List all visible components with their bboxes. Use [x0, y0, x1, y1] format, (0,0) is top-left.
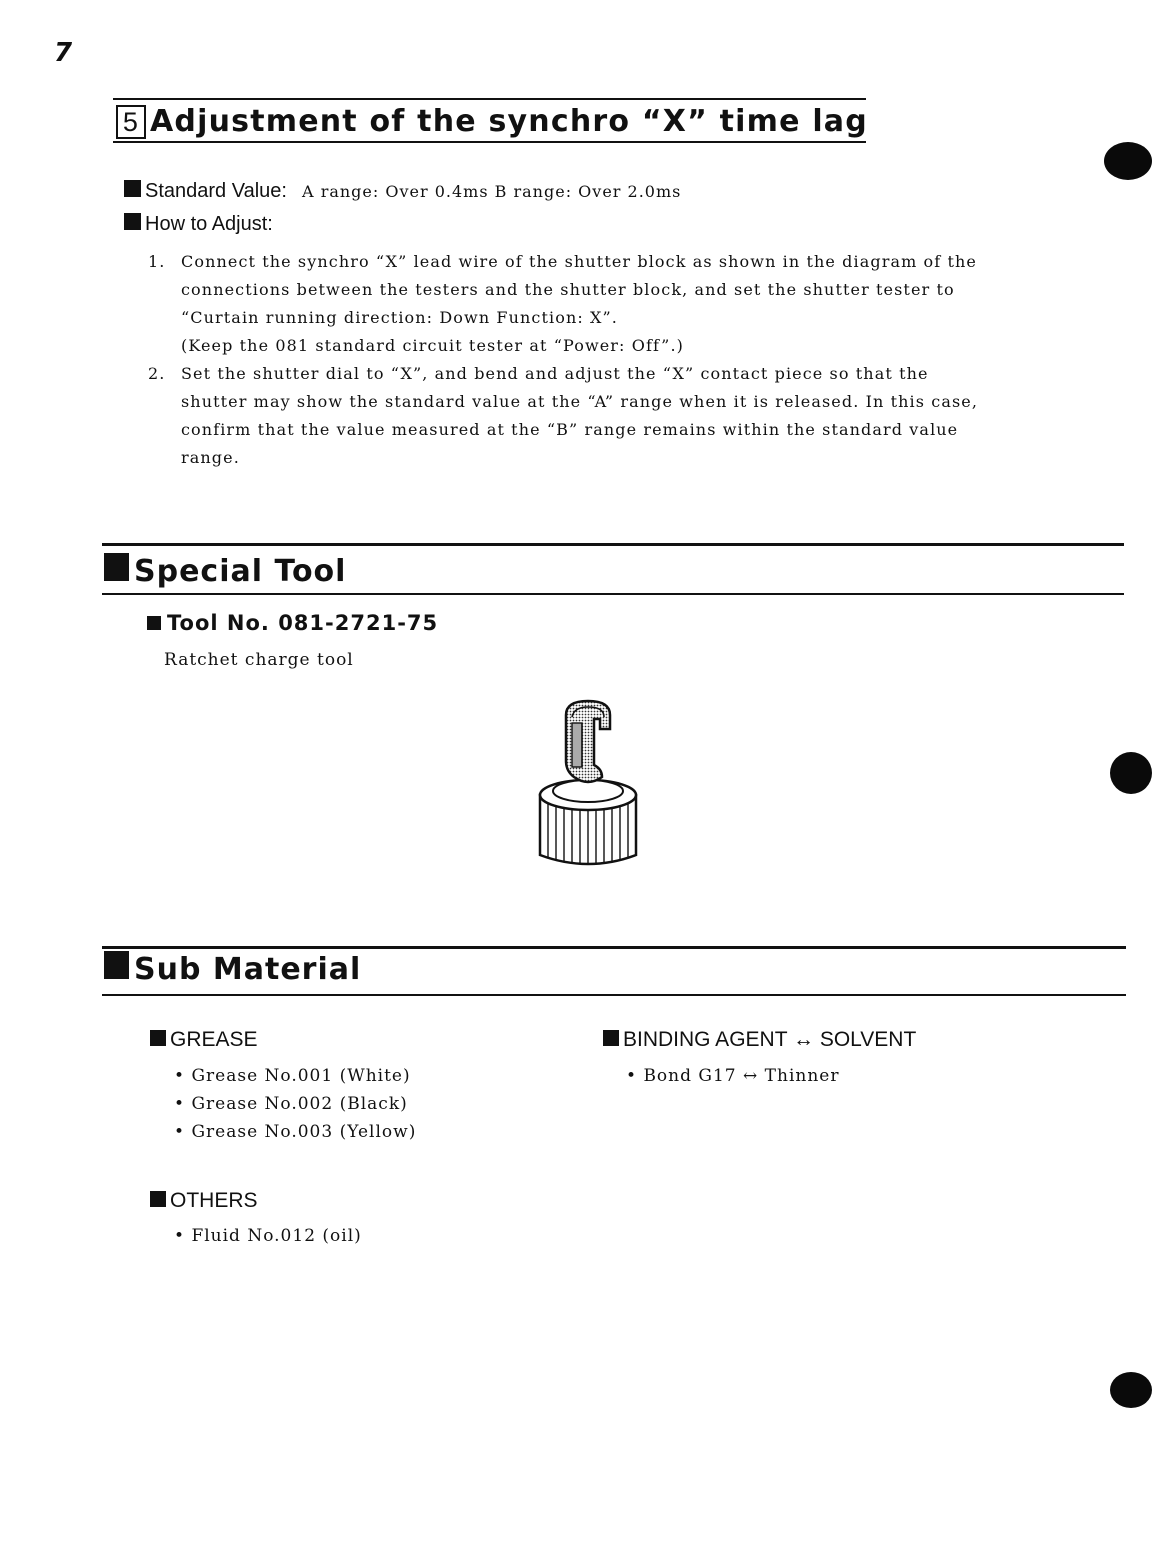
grease-item-text: Grease No.001 (White)	[191, 1066, 411, 1086]
step-number: 1.	[148, 252, 166, 271]
standard-value-text: A range: Over 0.4ms B range: Over 2.0ms	[302, 182, 682, 201]
binding-agent-item: • Bond G17 ↔ Thinner	[626, 1066, 840, 1086]
grease-item: • Grease No.001 (White)	[174, 1066, 411, 1086]
square-bullet-icon	[603, 1030, 619, 1046]
step-line: connections between the testers and the shutter block, and set the shutter tester to	[181, 280, 955, 299]
binder-hole-mark	[1110, 1372, 1152, 1408]
square-bullet-icon	[150, 1191, 166, 1207]
others-heading-text: OTHERS	[170, 1189, 258, 1212]
how-to-adjust-label: How to Adjust:	[145, 213, 273, 235]
step-line: (Keep the 081 standard circuit tester at “Power: Off”.)	[181, 336, 684, 355]
section-title-top-rule	[113, 98, 866, 100]
tool-name: Ratchet charge tool	[164, 650, 354, 670]
special-tool-heading-text: Special Tool	[134, 554, 347, 589]
square-bullet-icon	[104, 553, 129, 581]
square-bullet-icon	[104, 951, 129, 979]
standard-value-line	[124, 180, 681, 203]
step-line: range.	[181, 448, 240, 467]
binding-agent-heading	[603, 1028, 916, 1052]
binder-hole-mark	[1110, 752, 1152, 794]
step-line: shutter may show the standard value at the “A” range when it is released. In this case,	[181, 392, 979, 411]
square-bullet-icon	[124, 180, 141, 197]
step-1-body	[181, 248, 1041, 360]
step-line: “Curtain running direction: Down Function: X”.	[181, 308, 618, 327]
square-bullet-icon	[150, 1030, 166, 1046]
tool-number-text: Tool No. 081-2721-75	[167, 611, 439, 635]
grease-heading-text: GREASE	[170, 1028, 258, 1051]
square-bullet-icon	[124, 213, 141, 230]
others-item: • Fluid No.012 (oil)	[174, 1226, 362, 1246]
grease-item: • Grease No.002 (Black)	[174, 1094, 408, 1114]
step-number: 2.	[148, 364, 166, 383]
grease-item-text: Grease No.002 (Black)	[191, 1094, 408, 1114]
step-line: Set the shutter dial to “X”, and bend and adjust the “X” contact piece so that the	[181, 364, 929, 383]
page-number: 7	[54, 38, 73, 68]
sub-material-heading-text: Sub Material	[134, 952, 362, 987]
ratchet-charge-tool-illustration	[530, 695, 646, 870]
grease-item-text: Grease No.003 (Yellow)	[191, 1122, 417, 1142]
step-line: Connect the synchro “X” lead wire of the shutter block as shown in the diagram of the	[181, 252, 977, 271]
standard-value-label: Standard Value:	[145, 180, 287, 202]
special-tool-bottom-rule	[102, 593, 1124, 595]
how-to-adjust-line	[124, 213, 273, 236]
step-1	[0, 248, 1100, 360]
special-tool-heading	[104, 553, 346, 589]
grease-heading	[150, 1028, 258, 1052]
section-title-bottom-rule	[113, 141, 866, 143]
binding-agent-item-text: Bond G17 ↔ Thinner	[643, 1066, 840, 1086]
special-tool-top-rule	[102, 543, 1124, 546]
sub-material-heading	[104, 951, 361, 987]
square-bullet-icon	[147, 616, 161, 630]
step-line: confirm that the value measured at the “B” range remains within the standard value	[181, 420, 959, 439]
section-title	[116, 104, 868, 139]
others-heading	[150, 1189, 258, 1213]
binding-agent-heading-text: BINDING AGENT ↔ SOLVENT	[623, 1028, 917, 1051]
binder-hole-mark	[1104, 142, 1152, 180]
sub-material-bottom-rule	[102, 994, 1126, 996]
others-item-text: Fluid No.012 (oil)	[191, 1226, 362, 1246]
section-number-box: 5	[116, 105, 146, 139]
sub-material-top-rule	[102, 946, 1126, 949]
step-2	[0, 360, 1100, 472]
step-2-body	[181, 360, 1061, 472]
tool-number	[147, 611, 438, 635]
grease-item: • Grease No.003 (Yellow)	[174, 1122, 417, 1142]
section-title-text: Adjustment of the synchro “X” time lag	[150, 104, 868, 139]
